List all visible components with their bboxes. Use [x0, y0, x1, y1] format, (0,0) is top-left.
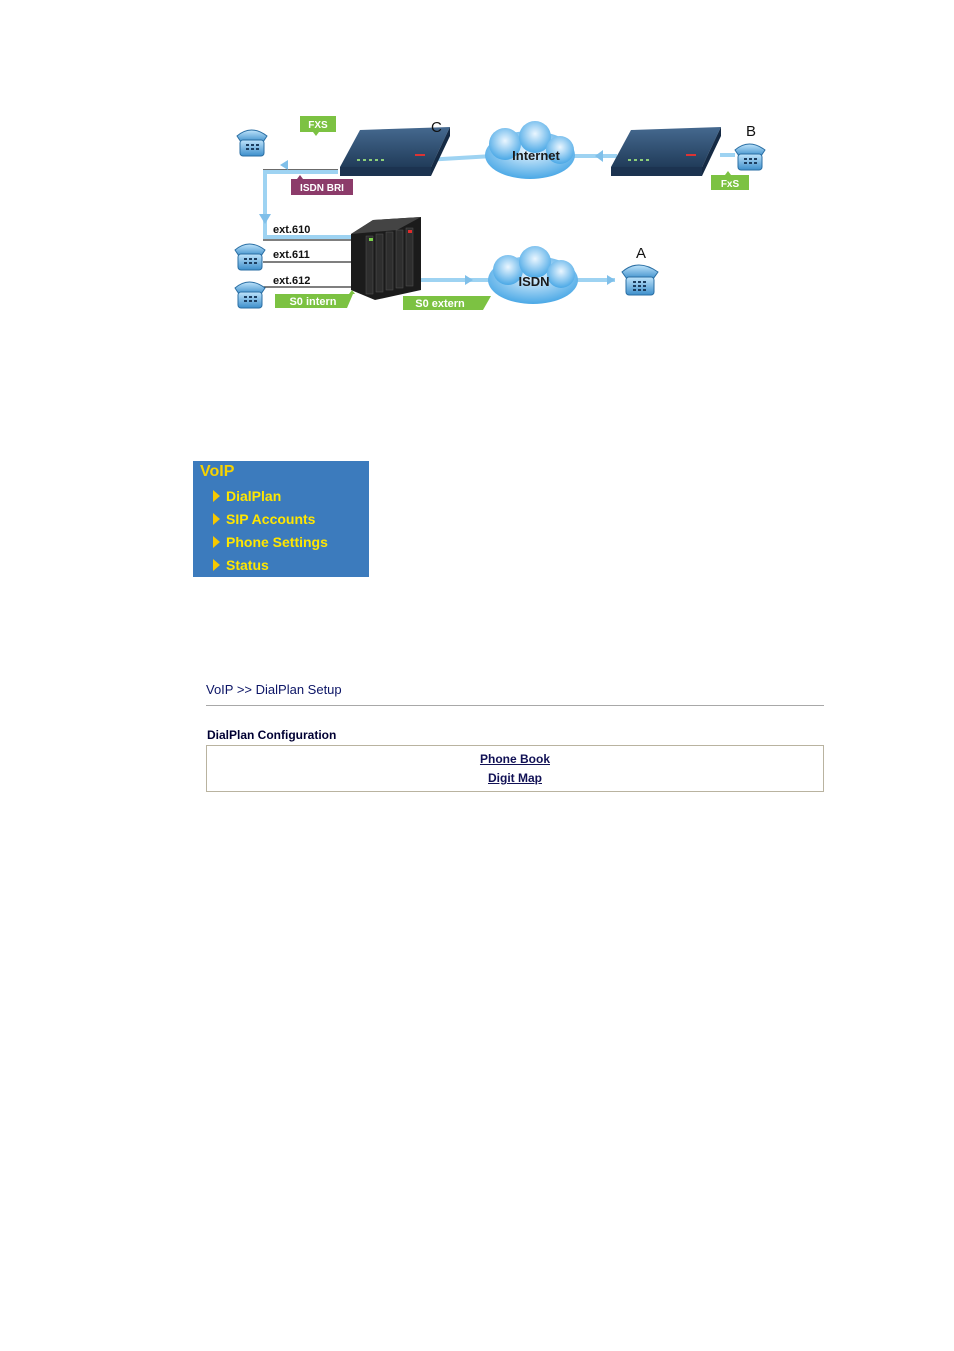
phone-icon [735, 144, 765, 170]
svg-text:FxS: FxS [720, 179, 740, 190]
breadcrumb: VoIP >> DialPlan Setup [206, 682, 342, 697]
divider [206, 705, 824, 706]
s0-extern-tag [403, 296, 491, 310]
isdn-bri-tag [291, 175, 353, 195]
menu-title: VoIP [200, 463, 235, 480]
network-diagram [225, 112, 785, 322]
node-a-label: A [636, 245, 647, 262]
dialplan-config-box [206, 745, 824, 792]
node-c-label: C [431, 119, 442, 136]
section-title: DialPlan Configuration [207, 728, 337, 742]
pbx-icon [351, 217, 421, 300]
svg-text:ISDN BRI: ISDN BRI [300, 183, 344, 194]
arrow-right-icon [213, 559, 220, 571]
digit-map-link[interactable]: Digit Map [488, 771, 542, 785]
svg-text:S0 intern: S0 intern [289, 296, 337, 308]
menu-item-status[interactable]: Status [213, 557, 269, 573]
svg-text:FXS: FXS [308, 120, 328, 131]
isdn-label: ISDN [518, 274, 550, 289]
arrow-right-icon [213, 513, 220, 525]
node-b-label: B [746, 123, 757, 140]
fxs-b-tag [711, 171, 749, 190]
internet-label: Internet [512, 148, 560, 163]
phone-icon [235, 282, 265, 308]
voip-menu [193, 461, 369, 577]
router-b-icon [611, 127, 721, 176]
phone-icon [235, 244, 265, 270]
ext612-label: ext.612 [273, 275, 311, 287]
phone-book-link[interactable]: Phone Book [479, 752, 550, 766]
menu-item-dialplan[interactable]: DialPlan [213, 488, 281, 504]
menu-item-sip-accounts[interactable]: SIP Accounts [213, 511, 315, 527]
ext610-label: ext.610 [273, 224, 311, 236]
menu-item-phone-settings[interactable]: Phone Settings [213, 534, 328, 550]
arrow-right-icon [213, 536, 220, 548]
phone-icon [622, 265, 658, 295]
svg-text:S0 extern: S0 extern [415, 298, 465, 310]
arrow-right-icon [213, 490, 220, 502]
ext611-label: ext.611 [273, 249, 310, 261]
fxs-c-tag [300, 116, 336, 136]
s0-intern-tag [275, 290, 355, 308]
phone-icon [237, 130, 267, 156]
